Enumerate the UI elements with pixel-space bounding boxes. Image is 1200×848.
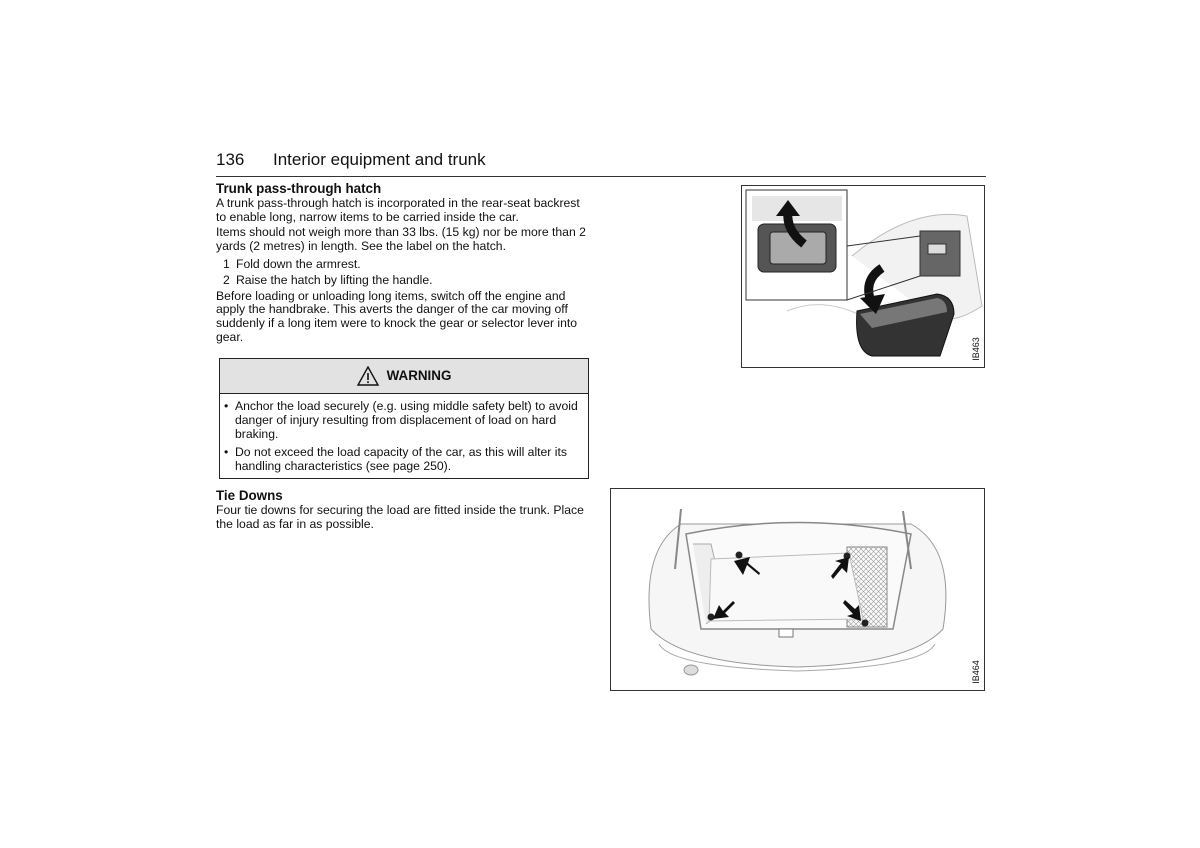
pass-through-section bbox=[216, 182, 591, 347]
section-heading-tie-downs: Tie Downs bbox=[216, 488, 283, 503]
paragraph: A trunk pass-through hatch is incorporated in the rear-seat backrest to enable long, narrow items to be carried inside the car. bbox=[216, 195, 580, 224]
step-text: Raise the hatch by lifting the handle. bbox=[236, 272, 433, 287]
warning-list bbox=[224, 400, 580, 474]
figure-label: IB463 bbox=[970, 337, 981, 361]
step-item bbox=[223, 274, 591, 288]
trunk-illustration bbox=[611, 489, 984, 690]
step-number: 2 bbox=[223, 272, 230, 287]
step-text: Fold down the armrest. bbox=[236, 256, 361, 271]
paragraph: Items should not weigh more than 33 lbs. (15 kg) nor be more than 2 yards (2 metres) in length. See the label on the hatch. bbox=[216, 225, 586, 254]
page-title: Interior equipment and trunk bbox=[273, 150, 486, 169]
figure-tie-downs bbox=[610, 488, 985, 691]
tie-downs-section bbox=[216, 489, 591, 533]
figure-label: IB464 bbox=[970, 660, 981, 684]
warning-header bbox=[220, 359, 588, 394]
warning-title: WARNING bbox=[386, 368, 452, 384]
page-number: 136 bbox=[216, 150, 245, 169]
warning-triangle-icon bbox=[357, 366, 379, 386]
paragraph: Four tie downs for securing the load are fitted inside the trunk. Place the load as far in as possible. bbox=[216, 502, 584, 531]
warning-item: • Do not exceed the load capacity of the car, as this will alter its handling characteristics (see page 250). bbox=[224, 446, 580, 474]
figure-pass-through-hatch bbox=[741, 185, 985, 368]
warning-item: • Anchor the load securely (e.g. using middle safety belt) to avoid danger of injury resulting from displacement of load on hard braking. bbox=[224, 400, 580, 441]
section-heading-pass-through: Trunk pass-through hatch bbox=[216, 181, 382, 196]
step-item bbox=[223, 258, 591, 272]
hatch-illustration bbox=[742, 186, 984, 367]
step-number: 1 bbox=[223, 256, 230, 271]
warning-box bbox=[219, 358, 589, 479]
paragraph: Before loading or unloading long items, switch off the engine and apply the handbrake. This averts the danger of the car moving off suddenly if a long item were to knock the gear or selector lever into gear. bbox=[216, 288, 578, 344]
page-header bbox=[216, 150, 986, 177]
step-list bbox=[216, 258, 591, 288]
